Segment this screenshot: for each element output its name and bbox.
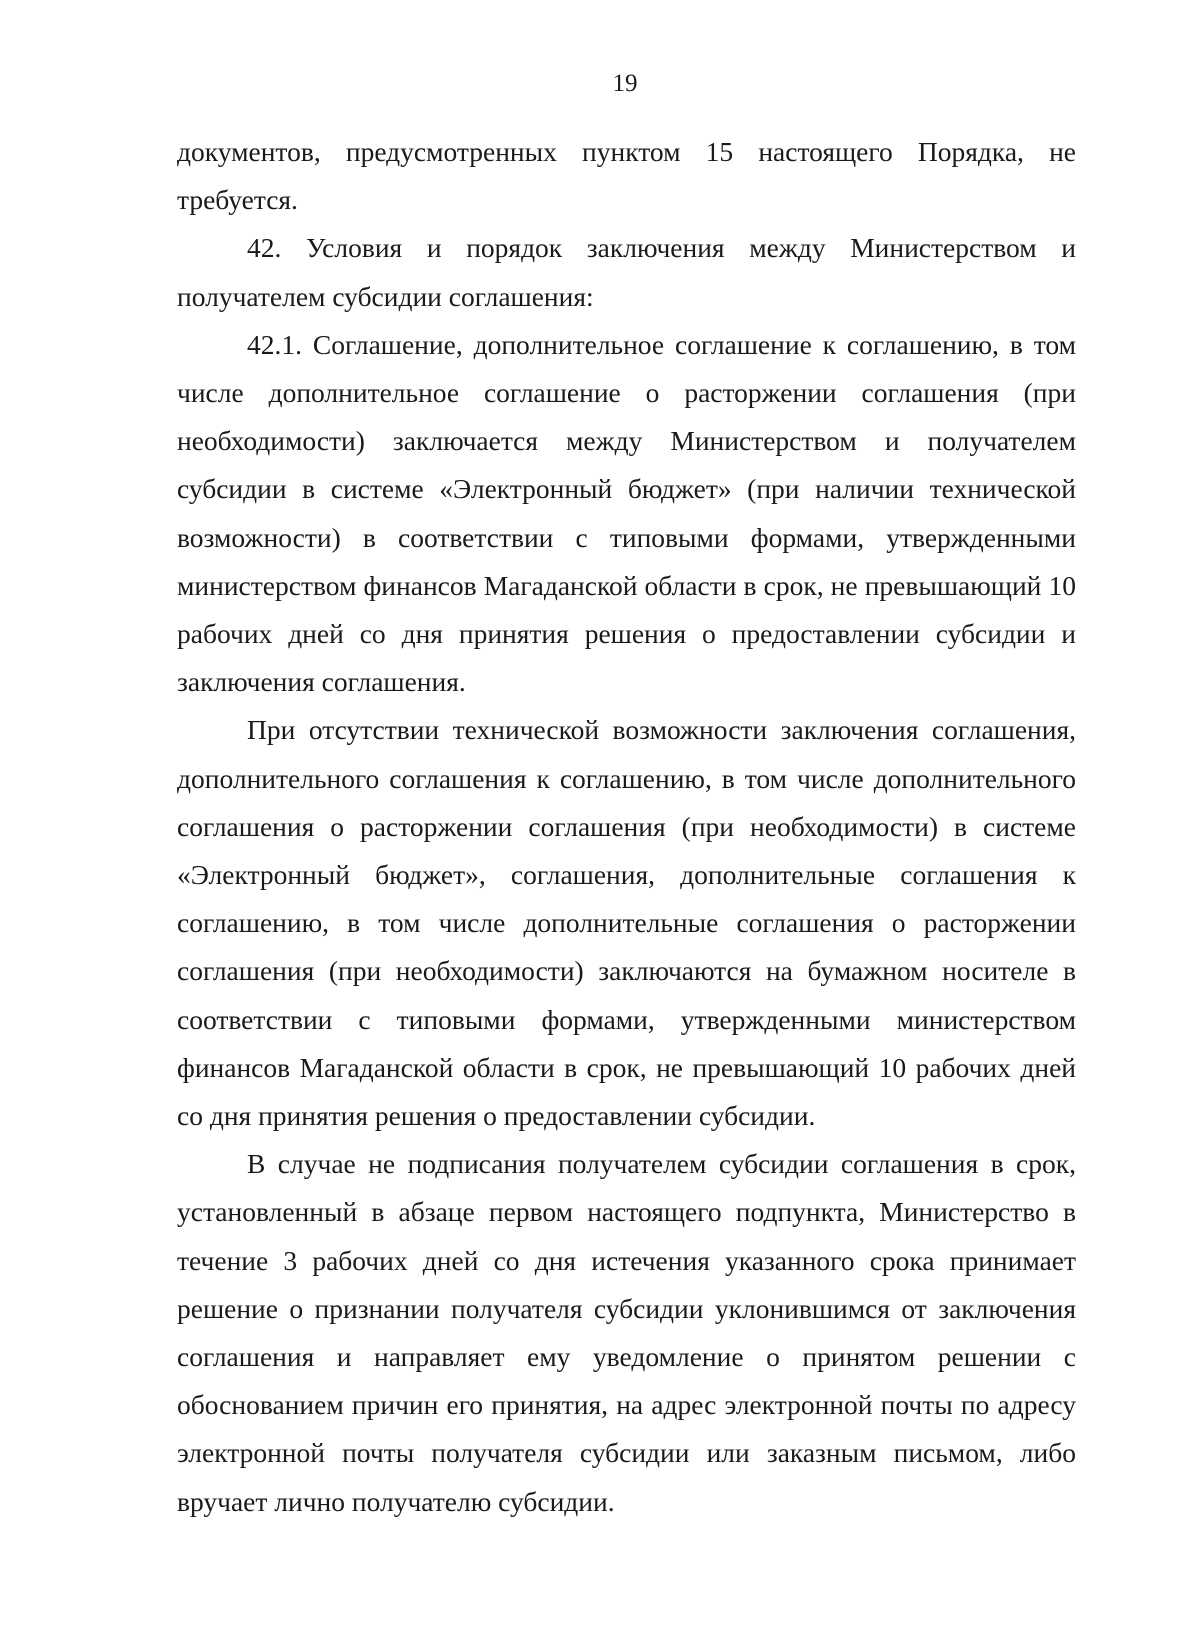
paragraph-item-42: 42. Условия и порядок заключения между Министерством и получателем субсидии соглашения:	[177, 232, 1076, 312]
paragraph-not-signed: В случае не подписания получателем субсидии соглашения в срок, установленный в абзаце первом настоящего подпункта, Министерство в течение 3 рабочих дней со дня истечения указанного срока принимает решение о признании получателя субсидии уклонившимся от заключения соглашения и направляет ему уведомление о принятом решении с обоснованием причин его принятия, на адрес электронной почты по адресу электронной почты получателя субсидии или заказным письмом, либо вручает лично получателю субсидии.	[177, 1148, 1076, 1517]
paragraph-no-technical-possibility: При отсутствии технической возможности заключения соглашения, дополнительного соглашения к соглашению, в том числе дополнительного соглашения о расторжении соглашения (при необходимости) в системе «Электронный бюджет», соглашения, дополнительные соглашения к соглашению, в том числе дополнительные соглашения о расторжении соглашения (при необходимости) заключаются на бумажном носителе в соответствии с типовыми формами, утвержденными министерством финансов Магаданской области в срок, не превышающий 10 рабочих дней со дня принятия решения о предоставлении субсидии.	[177, 714, 1076, 1132]
paragraph-item-42-1: 42.1. Соглашение, дополнительное соглашение к соглашению, в том числе дополнительное соглашение о расторжении соглашения (при необходимости) заключается между Министерством и получателем субсидии в системе «Электронный бюджет» (при наличии технической возможности) в соответствии с типовыми формами, утвержденными министерством финансов Магаданской области в срок, не превышающий 10 рабочих дней со дня принятия решения о предоставлении субсидии и заключения соглашения.	[177, 328, 1076, 698]
page-number: 19	[612, 70, 638, 97]
paragraph-continuation: документов, предусмотренных пунктом 15 настоящего Порядка, не требуется.	[177, 136, 1076, 216]
document-body	[177, 128, 1076, 1526]
